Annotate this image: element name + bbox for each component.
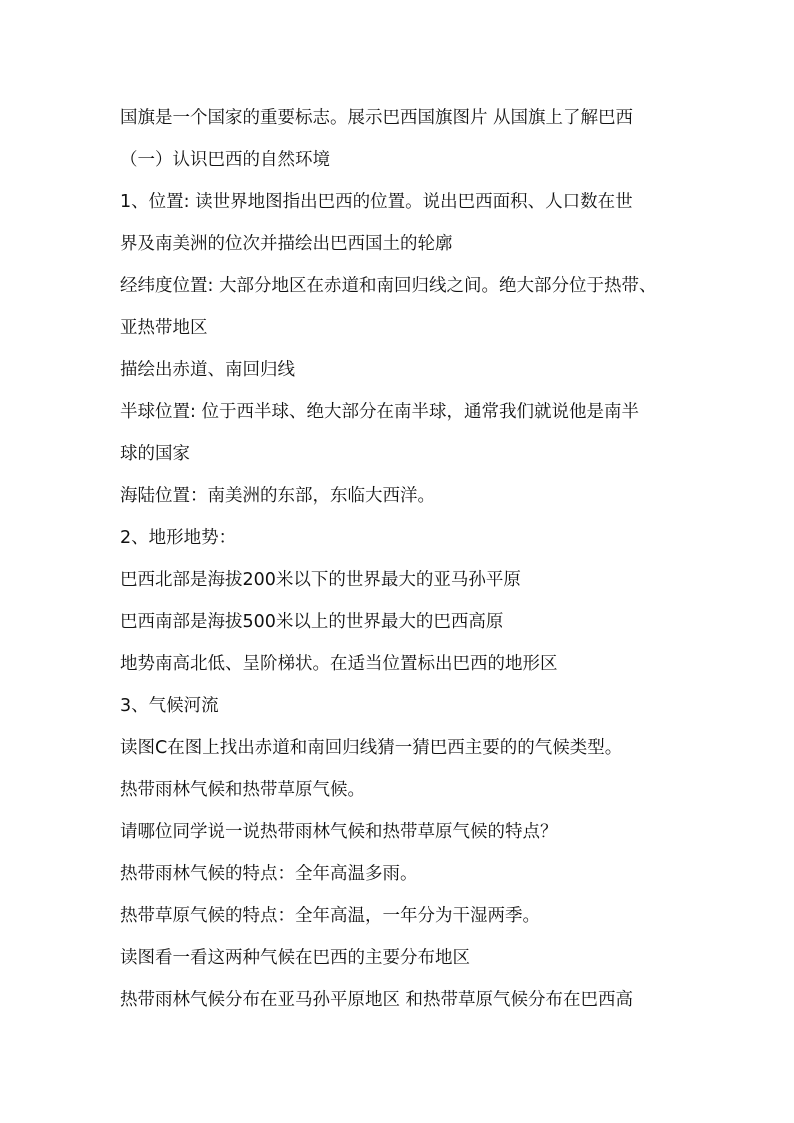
paragraph-line: 经纬度位置: 大部分地区在赤道和南回归线之间。绝大部分位于热带、: [120, 276, 657, 296]
paragraph-line: 1、位置: 读世界地图指出巴西的位置。说出巴西面积、人口数在世: [120, 192, 633, 212]
paragraph-line: 热带雨林气候和热带草原气候。: [120, 780, 365, 800]
paragraph-line: 热带雨林气候的特点：全年高温多雨。: [120, 864, 418, 884]
paragraph-line: 地势南高北低、呈阶梯状。在适当位置标出巴西的地形区: [120, 654, 558, 674]
paragraph-line: 界及南美洲的位次并描绘出巴西国土的轮廓: [120, 234, 453, 254]
section-heading: 2、地形地势：: [120, 528, 237, 548]
paragraph-line: 读图看一看这两种气候在巴西的主要分布地区: [120, 948, 470, 968]
paragraph-line: 巴西北部是海拔200米以下的世界最大的亚马孙平原: [120, 570, 521, 590]
paragraph-line: 热带草原气候的特点：全年高温，一年分为干湿两季。: [120, 906, 540, 926]
paragraph-line: 半球位置: 位于西半球、绝大部分在南半球，通常我们就说他是南半: [120, 402, 639, 422]
section-heading: （一）认识巴西的自然环境: [120, 150, 330, 170]
paragraph-line: 球的国家: [120, 444, 190, 464]
paragraph-line: 亚热带地区: [120, 318, 208, 338]
section-heading: 3、气候河流: [120, 696, 219, 716]
paragraph-line: 国旗是一个国家的重要标志。展示巴西国旗图片 从国旗上了解巴西: [120, 108, 634, 128]
paragraph-line: 读图C在图上找出赤道和南回归线猜一猜巴西主要的的气候类型。: [120, 738, 623, 758]
paragraph-line: 描绘出赤道、南回归线: [120, 360, 295, 380]
paragraph-line: 请哪位同学说一说热带雨林气候和热带草原气候的特点？: [120, 822, 558, 842]
paragraph-line: 巴西南部是海拔500米以上的世界最大的巴西高原: [120, 612, 504, 632]
paragraph-line: 热带雨林气候分布在亚马孙平原地区 和热带草原气候分布在巴西高: [120, 990, 634, 1010]
paragraph-line: 海陆位置：南美洲的东部，东临大西洋。: [120, 486, 435, 506]
